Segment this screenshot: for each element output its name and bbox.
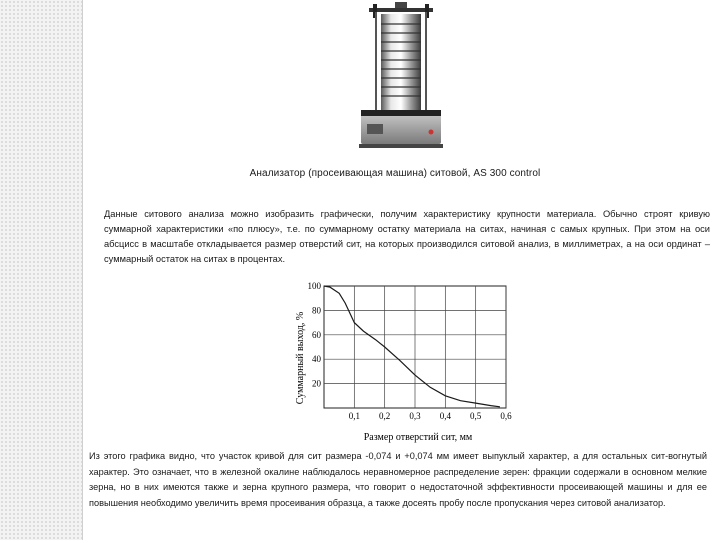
x-axis-label: Размер отверстий сит, мм [363, 432, 473, 443]
cumulative-curve-chart [292, 278, 522, 445]
sieve-shaker-machine-icon [355, 2, 447, 152]
divider [82, 0, 83, 540]
x-tick-label: 0,6 [500, 411, 512, 421]
figure-caption: Анализатор (просеивающая машина) ситовой, AS 300 control [249, 168, 541, 179]
x-tick-label: 0,3 [409, 411, 421, 421]
y-tick-label: 20 [312, 378, 321, 389]
x-tick-label: 0,5 [470, 411, 482, 421]
paragraph-conclusion: Из этого графика видно, что участок кривой для сит размера -0,074 и +0,074 мм имеет выпуклый характер, а для остальных сит-вогнутый характер. Это означает, что в железной окалине наблюдалось неравномерное распределение зерен: фракции содержали в основном мелкие зерна, но в них имеются также и зерна крупного размера, что говорит о недостаточной эффективности просеивающей машины и для ее повышения необходимо увеличить время просеивания образца, а также досеять пробу после пропускания через ситовой анализатор. [89, 451, 707, 508]
y-tick-label: 100 [307, 281, 321, 291]
y-tick-label: 40 [312, 354, 321, 365]
y-tick-label: 80 [312, 305, 321, 316]
decorative-side-pattern [0, 0, 82, 540]
x-tick-label: 0,2 [379, 411, 391, 421]
x-tick-label: 0,4 [439, 411, 451, 421]
y-axis-label: Суммарный выход, % [295, 311, 306, 405]
x-tick-label: 0,1 [348, 411, 360, 421]
paragraph-intro: Данные ситового анализа можно изобразить графически, получим характеристику крупности материала. Обычно строят кривую суммарной характеристики «по плюсу», т.е. по суммарному остатку материала на ситах, начиная с самых крупных. При этом на оси абсцисс в масштабе откладывается размер отверстий сит, на которых производился ситовой анализ, в миллиметрах, а на оси ординат – суммарный остаток на ситах в процентах. [104, 209, 710, 264]
cumulative-curve-line [324, 286, 500, 407]
y-tick-label: 60 [312, 329, 321, 340]
